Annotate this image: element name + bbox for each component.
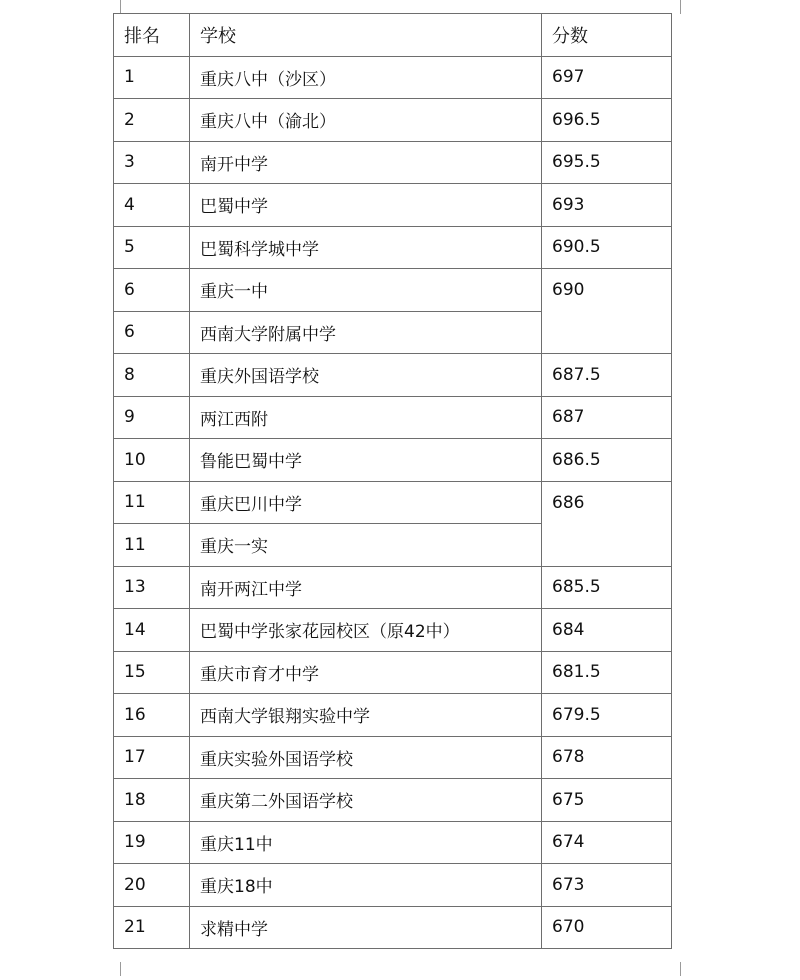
school-cell: 鲁能巴蜀中学	[190, 439, 542, 482]
score-cell: 690.5	[542, 226, 672, 269]
score-cell: 681.5	[542, 651, 672, 694]
score-cell: 679.5	[542, 694, 672, 737]
crop-mark-top-left-v	[120, 0, 121, 14]
table-row	[114, 439, 672, 482]
school-cell: 南开中学	[190, 141, 542, 184]
crop-mark-top-right-v	[680, 0, 681, 14]
score-cell: 687.5	[542, 354, 672, 397]
rank-cell: 10	[114, 439, 190, 482]
header-school: 学校	[190, 14, 542, 57]
school-cell: 重庆市育才中学	[190, 651, 542, 694]
score-cell: 684	[542, 609, 672, 652]
school-cell: 巴蜀科学城中学	[190, 226, 542, 269]
score-cell: 675	[542, 779, 672, 822]
rank-cell: 8	[114, 354, 190, 397]
rank-cell: 11	[114, 524, 190, 567]
table-row	[114, 226, 672, 269]
table-row	[114, 184, 672, 227]
school-cell: 求精中学	[190, 906, 542, 949]
header-rank: 排名	[114, 14, 190, 57]
table-row	[114, 481, 672, 524]
table-row	[114, 736, 672, 779]
table-row	[114, 396, 672, 439]
rank-cell: 13	[114, 566, 190, 609]
table-row	[114, 269, 672, 312]
table-row	[114, 141, 672, 184]
school-cell: 两江西附	[190, 396, 542, 439]
score-cell: 670	[542, 906, 672, 949]
school-cell: 巴蜀中学张家花园校区（原42中）	[190, 609, 542, 652]
rank-cell: 1	[114, 56, 190, 99]
score-cell: 674	[542, 821, 672, 864]
table-row	[114, 779, 672, 822]
school-cell: 重庆外国语学校	[190, 354, 542, 397]
school-cell: 重庆实验外国语学校	[190, 736, 542, 779]
school-cell: 南开两江中学	[190, 566, 542, 609]
table-row	[114, 906, 672, 949]
score-cell: 678	[542, 736, 672, 779]
table-row	[114, 864, 672, 907]
school-cell: 重庆八中（渝北）	[190, 99, 542, 142]
table-row	[114, 56, 672, 99]
rank-cell: 21	[114, 906, 190, 949]
school-cell: 西南大学附属中学	[190, 311, 542, 354]
school-cell: 重庆18中	[190, 864, 542, 907]
rank-cell: 2	[114, 99, 190, 142]
rank-cell: 16	[114, 694, 190, 737]
table-row	[114, 651, 672, 694]
rank-cell: 17	[114, 736, 190, 779]
rank-cell: 14	[114, 609, 190, 652]
rank-cell: 15	[114, 651, 190, 694]
table-row	[114, 566, 672, 609]
score-cell: 696.5	[542, 99, 672, 142]
school-cell: 重庆第二外国语学校	[190, 779, 542, 822]
table-row	[114, 99, 672, 142]
score-cell: 673	[542, 864, 672, 907]
score-cell: 686.5	[542, 439, 672, 482]
score-cell: 697	[542, 56, 672, 99]
table-header-row	[114, 14, 672, 57]
rank-cell: 11	[114, 481, 190, 524]
crop-mark-bottom-left-v	[120, 962, 121, 976]
table-row	[114, 821, 672, 864]
rank-cell: 18	[114, 779, 190, 822]
rank-cell: 9	[114, 396, 190, 439]
score-cell: 695.5	[542, 141, 672, 184]
rank-cell: 19	[114, 821, 190, 864]
crop-mark-bottom-right-v	[680, 962, 681, 976]
table-row	[114, 694, 672, 737]
rank-cell: 6	[114, 311, 190, 354]
score-cell: 685.5	[542, 566, 672, 609]
rank-cell: 4	[114, 184, 190, 227]
table-row	[114, 354, 672, 397]
school-cell: 巴蜀中学	[190, 184, 542, 227]
school-cell: 重庆巴川中学	[190, 481, 542, 524]
school-cell: 重庆一中	[190, 269, 542, 312]
score-cell: 690	[542, 269, 672, 354]
table-body	[114, 56, 672, 949]
rank-cell: 3	[114, 141, 190, 184]
score-cell: 686	[542, 481, 672, 566]
school-cell: 重庆11中	[190, 821, 542, 864]
header-score: 分数	[542, 14, 672, 57]
school-cell: 重庆八中（沙区）	[190, 56, 542, 99]
school-cell: 重庆一实	[190, 524, 542, 567]
school-score-table	[113, 13, 672, 949]
table-row	[114, 609, 672, 652]
score-cell: 687	[542, 396, 672, 439]
rank-cell: 5	[114, 226, 190, 269]
school-cell: 西南大学银翔实验中学	[190, 694, 542, 737]
score-cell: 693	[542, 184, 672, 227]
rank-cell: 20	[114, 864, 190, 907]
rank-cell: 6	[114, 269, 190, 312]
